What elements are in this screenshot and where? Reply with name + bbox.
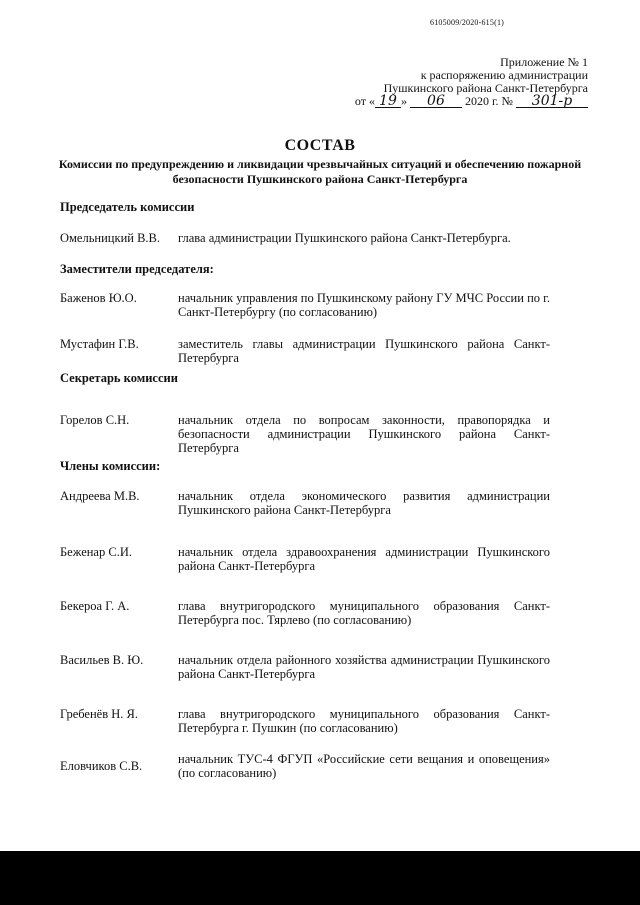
document-subtitle: Комиссии по предупреждению и ликвидации чрезвычайных ситуаций и обеспечению пожарной безопасности Пушкинского района Санкт-Петербурга [58,157,582,186]
person-position: заместитель главы администрации Пушкинского района Санкт-Петербурга [178,337,550,365]
document-code: 6105009/2020-615(1) [430,18,505,27]
person-name: Омельницкий В.В. [60,231,160,245]
person-position: глава внутригородского муниципального образования Санкт-Петербурга пос. Тярлево (по согласованию) [178,599,550,627]
order-month: 06 [410,95,462,108]
person-name: Горелов С.Н. [60,413,130,427]
order-number: 301-р [516,95,588,108]
scan-bottom-edge [0,851,640,905]
person-name: Бекероа Г. А. [60,599,130,613]
document-title: СОСТАВ [284,137,356,154]
appendix-label: Приложение № 1 [500,55,588,69]
order-day: 19 [375,95,401,108]
person-position: начальник отдела по вопросам законности, правопорядка и безопасности администрации Пушкинского района Санкт-Петербурга [178,413,550,455]
person-position: начальник отдела районного хозяйства администрации Пушкинского района Санкт-Петербурга [178,653,550,681]
person-position: глава внутригородского муниципального образования Санкт-Петербурга г. Пушкин (по согласованию) [178,707,550,735]
person-position: начальник управления по Пушкинскому району ГУ МЧС России по г. Санкт-Петербургу (по согласованию) [178,291,550,319]
order-date-line [340,95,588,108]
person-name: Мустафин Г.В. [60,337,139,351]
person-name: Баженов Ю.О. [60,291,137,305]
order-year: 2020 г. № [464,94,513,108]
person-name: Еловчиков С.В. [60,759,143,773]
person-name: Васильев В. Ю. [60,653,144,667]
date-separator: » [400,94,407,108]
district-line: Пушкинского района Санкт-Петербурга [383,81,588,95]
person-name: Беженар С.И. [60,545,132,559]
section-chair: Председатель комиссии [60,200,195,214]
person-position: начальник отдела экономического развития администрации Пушкинского района Санкт-Петербурга [178,489,550,517]
order-line: к распоряжению администрации [420,68,588,82]
person-position: начальник ТУС-4 ФГУП «Российские сети вещания и оповещения» (по согласованию) [178,752,550,780]
date-prefix: от « [354,94,375,108]
person-name: Андреева М.В. [60,489,140,503]
person-position: начальник отдела здравоохранения администрации Пушкинского района Санкт-Петербурга [178,545,550,573]
section-deputies: Заместители председателя: [60,262,214,276]
person-position: глава администрации Пушкинского района Санкт-Петербурга. [178,231,511,245]
section-secretary: Секретарь комиссии [60,371,178,385]
person-name: Гребенёв Н. Я. [60,707,138,721]
appendix-block [340,56,588,108]
section-members: Члены комиссии: [60,459,161,473]
